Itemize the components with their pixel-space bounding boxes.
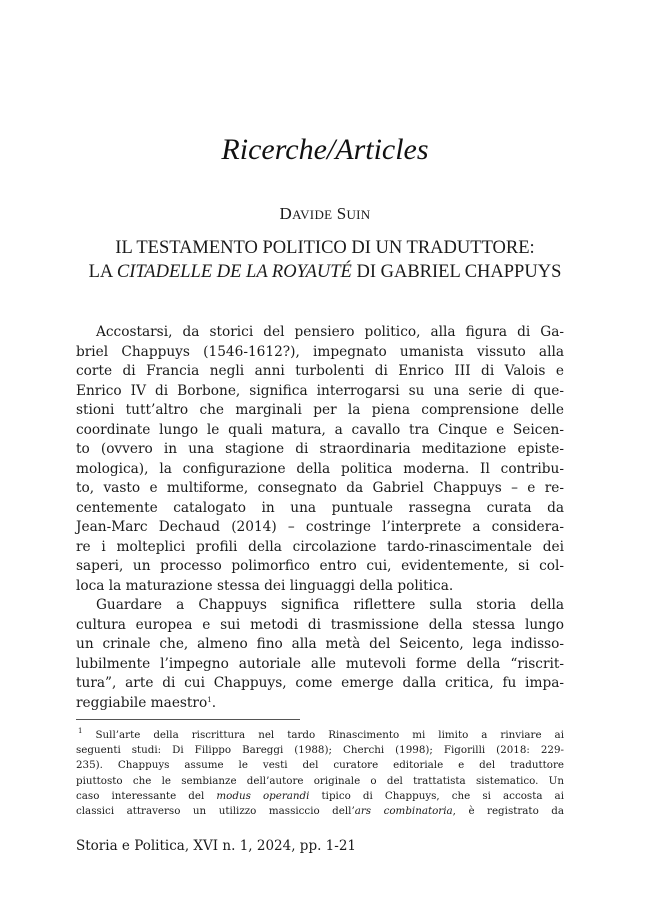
article-title-italic: CITADELLE DE LA ROYAUTÉ [116, 262, 352, 282]
footnote-reference[interactable]: 1 [207, 695, 212, 704]
footnote [76, 728, 564, 819]
footnote-line: 235). Chappuys assume le vesti del curatore editoriale e del traduttore [76, 759, 564, 772]
body-line: briel Chappuys (1546-1612?), impegnato umanista vissuto alla [76, 343, 564, 360]
section-title: Ricerche/Articles [221, 133, 429, 166]
body-line: re i molteplici profili della circolazione tardo-rinascimentale dei [76, 538, 564, 555]
body-text [76, 323, 564, 713]
running-footer: Storia e Politica, XVI n. 1, 2024, pp. 1-21 [76, 838, 356, 854]
body-line: saperi, un processo polimorfico entro cui, evidentemente, si col- [76, 558, 564, 574]
footnote-text: tipico di Chappuys, che si accosta ai [309, 789, 564, 802]
body-line: loca la maturazione stessa dei linguaggi della politica. [76, 577, 454, 594]
footnote-italic: modus operandi [216, 789, 310, 802]
author-name [0, 204, 650, 224]
article-title-line-2 [60, 260, 590, 284]
footnote-line [76, 804, 564, 819]
footnote-italic: ars combinatoria [354, 804, 453, 817]
body-line: Jean-Marc Dechaud (2014) – costringe l’interprete a considera- [76, 519, 564, 535]
body-line: mologica), la configurazione della politica moderna. Il contribu- [76, 460, 564, 477]
body-line: Enrico IV di Borbone, significa interrogarsi su una serie di que- [76, 382, 564, 399]
body-line: lubilmente l’impegno autoriale alle mutevoli forme della “riscrit- [76, 655, 564, 672]
body-line: centemente catalogato in una puntuale rassegna curata da [76, 499, 564, 516]
body-line: coordinate lungo le quali matura, a cavallo tra Cinque e Seicen- [76, 421, 564, 438]
author-first-initial: D [279, 204, 293, 223]
footnote-text: Sull’arte della riscrittura nel tardo Rinascimento mi limito a rinviare ai [95, 729, 564, 741]
footnote-text: classici attraverso un utilizzo massiccio dell’ [76, 804, 355, 817]
body-line: un crinale che, almeno fino alla metà del Seicento, lega indisso- [76, 636, 564, 652]
footnote-divider [76, 719, 300, 720]
body-line-text: reggiabile maestro [76, 694, 208, 711]
article-title-suffix: DI GABRIEL CHAPPUYS [351, 262, 562, 282]
footnote-text: caso interessante del [76, 789, 217, 802]
author-last-initial: S [336, 204, 347, 223]
body-line: to, vasto e multiforme, consegnato da Gabriel Chappuys – e re- [76, 480, 564, 496]
body-line-final: reggiabile maestro$^1$. [76, 694, 217, 711]
footnote-text: , è registrato da [452, 804, 565, 817]
footnote-number: 1 [78, 727, 83, 735]
body-line: Guardare a Chappuys significa riflettere sulla storia della [96, 597, 564, 613]
body-line: tura”, arte di cui Chappuys, come emerge dalla critica, fu impa- [76, 675, 564, 691]
footnote-line [76, 789, 564, 804]
article-title-line-1: IL TESTAMENTO POLITICO DI UN TRADUTTORE: [115, 238, 535, 258]
article-title [60, 236, 590, 284]
author-first-rest: AVIDE [292, 207, 333, 222]
body-line: stioni tutt’altro che marginali per la piena comprensione delle [76, 402, 564, 418]
body-line: to (ovvero in una stagione di straordinaria meditazione episte- [76, 441, 564, 457]
footnote-line: seguenti studi: Di Filippo Bareggi (1988); Cherchi (1998); Figorilli (2018: 229- [76, 744, 564, 757]
author-last-rest: UIN [346, 207, 371, 222]
article-title-prefix: LA [88, 262, 117, 282]
body-line: corte di Francia negli anni turbolenti di Enrico III di Valois e [76, 363, 564, 379]
footnote-line [76, 728, 564, 743]
body-line: Accostarsi, da storici del pensiero politico, alla figura di Ga- [96, 324, 564, 340]
body-line: cultura europea e sui metodi di trasmissione della stessa lungo [76, 616, 564, 633]
footnote-line: piuttosto che le sembianze dell’autore originale o del trattatista sistematico. Un [76, 774, 564, 787]
